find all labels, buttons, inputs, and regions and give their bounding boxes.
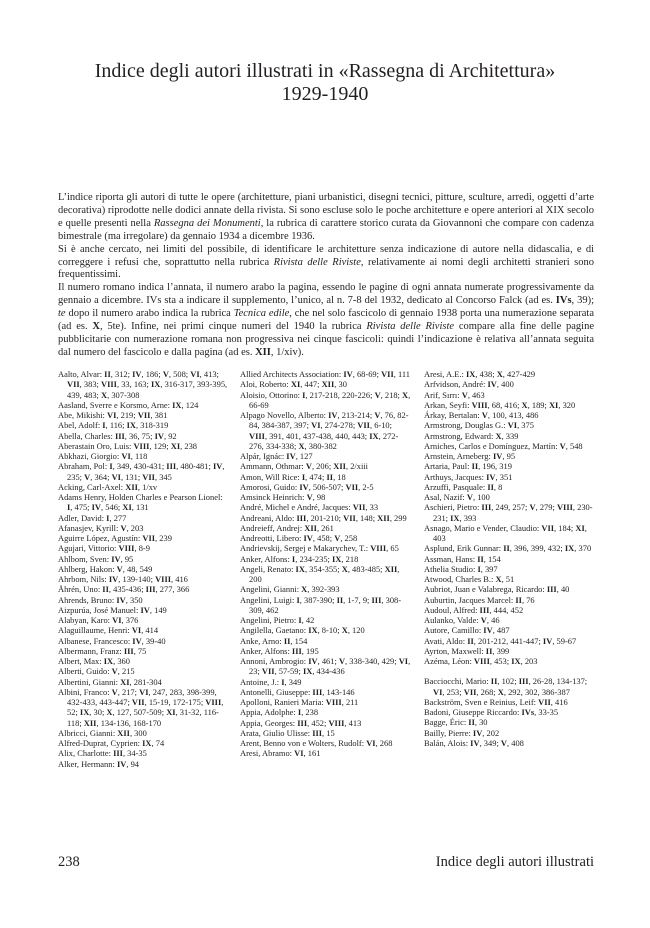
- intro-paragraph: Si è anche cercato, nei limiti del possibile, di identificare le architetture senza indicazione di autore nella didascalia, e di correggere i refusi che, soprattutto nella rubrica Rivista delle Riviste, relativamente ai nomi degli architetti stranieri sono frequentissimi.: [58, 243, 595, 281]
- index-entry: Arniches, Carlos e Domínguez, Martín: V, 548: [424, 440, 583, 451]
- intro-text: [58, 192, 594, 360]
- index-entry: Apolloni, Ranieri Maria: VIII, 211: [240, 697, 359, 707]
- index-entry: Asplund, Erik Gunnar: II, 396, 399, 432; IX, 370: [424, 543, 592, 554]
- index-entry: Adler, David: I, 277: [58, 512, 127, 523]
- index-entry: Arkan, Seyfi: VIII, 68, 416; X, 189; XI, 320: [424, 399, 576, 410]
- page-number: 238: [58, 854, 80, 870]
- index-entry: Andreani, Aldo: III, 201-210; VII, 148; XII, 299: [240, 512, 407, 523]
- index-entry: Anker, Alfons: I, 234-235; IX, 218: [240, 553, 359, 564]
- index-entry: Asal, Nazif: V, 100: [424, 492, 490, 502]
- page-title: [0, 60, 650, 106]
- index-entry: Ahrends, Bruno: IV, 350: [58, 594, 143, 605]
- index-entry: Árkay, Bertalan: V, 100, 413, 486: [424, 410, 539, 420]
- index-entry: Ahlbom, Sven: IV, 95: [58, 553, 134, 564]
- index-entry: Alpár, Ignác: IV, 127: [240, 451, 313, 461]
- running-title: Indice degli autori illustrati: [435, 854, 594, 870]
- index-entry: André, Michel e André, Jacques: VII, 33: [240, 502, 379, 513]
- author-index: [58, 369, 594, 839]
- index-entry: Athelia Studio: I, 397: [424, 563, 498, 574]
- index-entry: Albertini, Gianni: XI, 281-304: [58, 676, 162, 687]
- index-entry: Bailly, Pierre: IV, 202: [424, 727, 500, 738]
- index-entry: Ayrton, Maxwell: II, 399: [424, 645, 510, 656]
- index-entry: Åhrén, Uno: II, 435-436; III, 277, 366: [58, 584, 190, 595]
- index-entry: Bacciocchi, Mario: II, 102; III, 26-28, 134-137; VI, 253; VII, 268; X, 292, 302, 386-387: [424, 676, 588, 697]
- index-entry: Angelini, Luigi: I, 387-390; II, 1-7, 9; III, 308-309, 462: [240, 594, 402, 615]
- index-entry: Backström, Sven e Reinius, Leif: VII, 416: [424, 696, 568, 707]
- index-entry: Adams Henry, Holden Charles e Pearson Lionel: I, 475; IV, 546; XI, 131: [58, 492, 223, 513]
- index-entry: Amorosi, Guido: IV, 506-507; VII, 2-5: [240, 481, 374, 492]
- index-entry: Badoni, Giuseppe Riccardo: IVs, 33-35: [424, 707, 559, 717]
- index-entry: Anke, Arno: II, 154: [240, 635, 308, 646]
- index-entry: Autore, Camillo: IV, 487: [424, 625, 510, 636]
- index-entry: Assman, Hans: II, 154: [424, 553, 501, 564]
- index-entry: Alpago Novello, Alberto: IV, 213-214; V, 76, 82-84, 384-387, 397; VI, 274-278; VII, 6-10; VIII, 391, 401, 437-438, 440, 443; IX, 272-276, 334-338; X, 380-382: [240, 410, 409, 451]
- index-entry: Alaguillaume, Henri: VI, 414: [58, 625, 159, 636]
- index-entry: Avati, Aldo: II, 201-212, 441-447; IV, 59-67: [424, 635, 577, 646]
- index-entry: Armstrong, Douglas G.: VI, 375: [424, 420, 534, 431]
- index-column-3: [424, 369, 596, 748]
- index-entry: Aulanko, Valde: V, 46: [424, 615, 500, 625]
- index-entry: Arent, Benno von e Wolters, Rudolf: VI, 268: [240, 738, 393, 748]
- index-entry: Angelini, Gianni: X, 392-393: [240, 584, 340, 595]
- index-entry: Arzuffi, Pasquale: II, 8: [424, 481, 503, 492]
- index-column-1: [58, 369, 230, 769]
- index-entry: Amsinck Heinrich: V, 98: [240, 492, 326, 502]
- index-entry: Aalto, Alvar: II, 312; IV, 186; V, 508; VI, 413; VII, 383; VIII, 33, 163; IX, 316-317, 393-395, 439, 483; X, 307-308: [58, 369, 228, 400]
- index-entry: Aubriot, Juan e Valabrega, Ricardo: III, 40: [424, 584, 570, 595]
- index-entry: Arata, Giulio Ulisse: III, 15: [240, 727, 335, 738]
- index-entry: Allied Architects Association: IV, 68-69; VII, 111: [240, 369, 411, 379]
- index-entry: Artaria, Paul: II, 196, 319: [424, 461, 512, 472]
- index-entry: Atwood, Charles B.: X, 51: [424, 574, 515, 584]
- index-entry: Arnstein, Arneberg: IV, 95: [424, 451, 516, 461]
- index-entry: Anker, Alfons: III, 195: [240, 645, 319, 656]
- index-entry: Armstrong, Edward: X, 339: [424, 430, 519, 441]
- index-entry: Arthuys, Jacques: IV, 351: [424, 471, 513, 482]
- index-entry: Albert, Max: IX, 360: [58, 656, 130, 666]
- index-entry: Alfred-Duprat, Cyprien: IX, 74: [58, 738, 165, 748]
- index-entry: Alix, Charlotte: III, 34-35: [58, 748, 147, 759]
- index-entry: Antoine, J.: I, 349: [240, 676, 302, 687]
- index-entry: Arfvidson, André: IV, 400: [424, 379, 514, 390]
- index-entry: Balán, Alois: IV, 349; V, 408: [424, 737, 524, 748]
- index-entry: Abkhazi, Giorgio: VI, 118: [58, 451, 148, 461]
- index-entry: Azéma, Léon: VIII, 453; IX, 203: [424, 656, 538, 666]
- index-entry: Amon, Will Rice: I, 474; II, 18: [240, 471, 346, 482]
- index-entry: Alker, Hermann: IV, 94: [58, 758, 139, 769]
- index-entry: Alabyan, Karo: VI, 376: [58, 615, 139, 625]
- index-entry: Aloi, Roberto: XI, 447; XII, 30: [240, 379, 347, 390]
- intro-paragraph: Il numero romano indica l’annata, il numero arabo la pagina, essendo le pagine di ogni annata numerate progressivamente da gennaio a dicembre. IVs sta a indicare il supplemento, l’unico, al n. 7-8 del 1932, dedicato al Concorso Falck (ad es. IVs, 39); te dopo il numero arabo indica la rubrica Tecnica edile, che nel solo fascicolo di gennaio 1938 porta una numerazione separata (ad es. X, 5te). Infine, nei primi cinque numeri del 1940 la rubrica Rivista delle Riviste compare alla fine delle pagine pubblicitarie con numerazione romana non progressiva nei cinque fascicoli: quindi l’indicazione è relativa all’annata seguita dal numero del fascicolo e dalla pagina (ad es. XII, 1/xiv).: [58, 282, 594, 358]
- index-entry: Albricci, Gianni: XII, 300: [58, 727, 147, 738]
- index-entry: Albermann, Franz: III, 75: [58, 645, 147, 656]
- title-line-2: 1929-1940: [281, 83, 369, 105]
- index-entry: Auburtin, Jacques Marcel: II, 76: [424, 594, 535, 605]
- index-column-2: [240, 369, 412, 759]
- index-entry: Andreieff, Andrej: XII, 261: [240, 522, 334, 533]
- index-entry: Aasland, Sverre e Korsmo, Arne: IX, 124: [58, 399, 199, 410]
- index-entry: Asnago, Mario e Vender, Claudio: VII, 184; XI, 403: [424, 522, 587, 543]
- index-entry: Abe, Mikishi: VI, 219; VII, 381: [58, 410, 168, 420]
- index-entry: Audoul, Alfred: III, 444, 452: [424, 604, 524, 615]
- index-entry: Arif, Sırrı: V, 463: [424, 389, 485, 400]
- index-entry: Aresi, Abramo: VI, 161: [240, 748, 321, 759]
- index-entry: Aschieri, Pietro: III, 249, 257; V, 279; VIII, 230-231; IX, 393: [424, 502, 593, 523]
- index-entry: Angilella, Gaetano: IX, 8-10; X, 120: [240, 625, 365, 636]
- index-entry: Appia, Georges: III, 452; VIII, 413: [240, 717, 362, 728]
- index-entry: Ahlberg, Hakon: V, 48, 549: [58, 563, 153, 574]
- title-line-1: Indice degli autori illustrati in «Rassegna di Architettura»: [94, 60, 556, 82]
- intro-paragraph: L’indice riporta gli autori di tutte le opere (architetture, piani urbanistici, disegni tecnici, pitture, sculture, arredi, oggetti d’arte decorativa) riprodotte nelle dodici annate della rivista. Si sono escluse solo le poche architetture e opere anteriori al XIX secolo e quelle presenti nella Rassegna dei Monumenti, la rubrica di carattere storico curata da Giovannoni che compare con cadenza bimestrale (ma irregolare) da gennaio 1934 a dicembre 1936.: [58, 192, 594, 242]
- index-entry: Aloisio, Ottorino: I, 217-218, 220-226; V, 218; X, 66-69: [240, 389, 411, 410]
- index-entry: Abraham, Pol: I, 349, 430-431; III, 480-481; IV, 235; V, 364; VI, 131; VII, 345: [58, 461, 225, 482]
- index-entry: Alberti, Guido: V, 215: [58, 666, 135, 677]
- index-entry: Abel, Adolf: I, 116; IX, 318-319: [58, 420, 169, 431]
- index-entry: Albini, Franco: V, 217; VI, 247, 283, 398-399, 432-433, 443-447; VII, 15-19, 172-175; VIII, 52; IX, 30; X, 127, 507-509; XI, 31-32, 116-118; XII, 134-136, 168-170: [58, 686, 224, 728]
- index-entry: Andreotti, Libero: IV, 458; V, 258: [240, 533, 358, 543]
- index-entry: Aresi, A.E.: IX, 438; X, 427-429: [424, 369, 536, 379]
- index-entry: Ahrbom, Nils: IV, 139-140; VIII, 416: [58, 574, 188, 584]
- index-entry: Annoni, Ambrogio: IV, 461; V, 338-340, 429; VI, 23; VII, 57-59; IX, 434-436: [240, 656, 411, 677]
- index-entry: Agujari, Vittorio: VIII, 8-9: [58, 543, 150, 554]
- index-entry: Andrievskij, Sergej e Makarychev, T.: VIII, 65: [240, 543, 399, 554]
- index-entry: Aguirre López, Agustín: VII, 239: [58, 533, 172, 543]
- index-entry: Angeli, Renato: IX, 354-355; X, 483-485; XII, 200: [240, 563, 400, 584]
- index-entry: Angelini, Pietro: I, 42: [240, 615, 315, 625]
- index-entry: Bagge, Éric: II, 30: [424, 717, 488, 728]
- index-entry: Antonelli, Giuseppe: III, 143-146: [240, 686, 355, 697]
- index-entry: Aizpurúa, José Manuel: IV, 149: [58, 604, 167, 615]
- index-entry: Afanasjev, Kyrill: V, 203: [58, 522, 144, 533]
- index-entry: Abella, Charles: III, 36, 75; IV, 92: [58, 430, 177, 441]
- index-entry: Albanese, Francesco: IV, 39-40: [58, 635, 166, 646]
- index-entry: Acking, Carl-Axel: XII, 1/xv: [58, 481, 158, 492]
- index-entry: Aberastain Oro, Luis: VIII, 129; XI, 238: [58, 440, 198, 451]
- index-entry: Ammann, Othmar: V, 206; XII, 2/xiii: [240, 461, 369, 472]
- index-entry: Appia, Adolphe: I, 238: [240, 707, 319, 718]
